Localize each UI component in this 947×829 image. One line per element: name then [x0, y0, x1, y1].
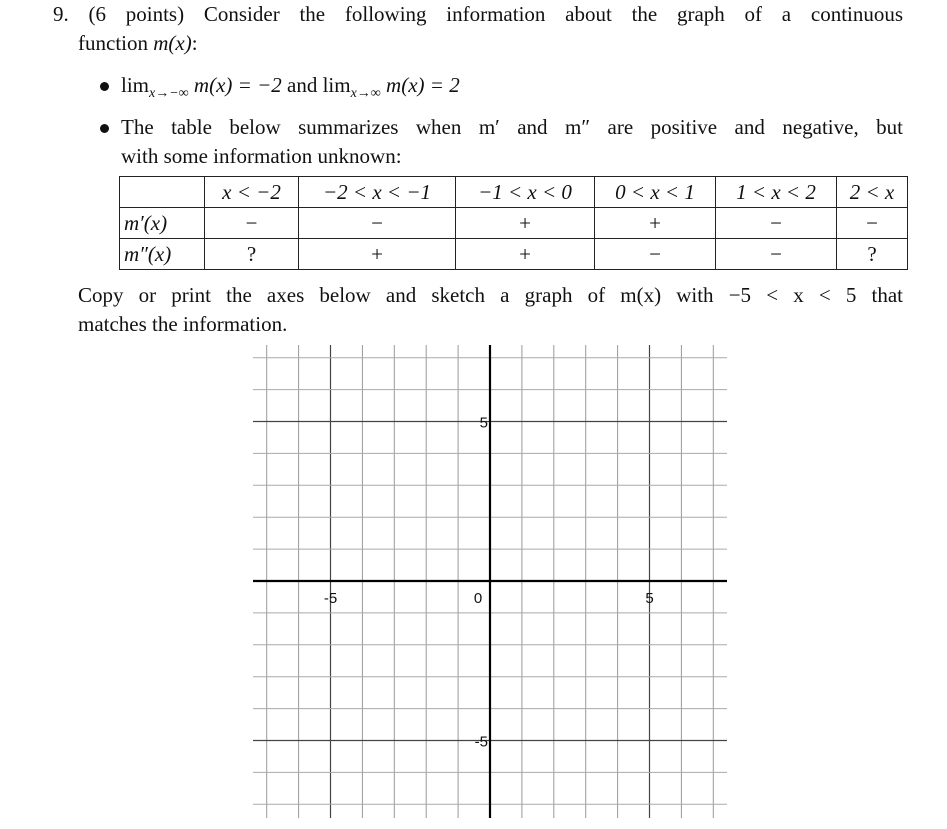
table-cell: − [299, 208, 456, 239]
question-intro-2: function [78, 31, 148, 55]
colon: : [191, 31, 198, 55]
table-cell: − [595, 239, 716, 270]
x-tick-label: 5 [645, 590, 654, 607]
and-word: and [287, 73, 318, 97]
table-header: −1 < x < 0 [456, 177, 595, 208]
table-header: 0 < x < 1 [595, 177, 716, 208]
row-label: m′(x) [120, 208, 205, 239]
lim1-word: lim [121, 73, 150, 97]
table-cell: − [205, 208, 299, 239]
question-points: (6 points) [88, 2, 185, 26]
table-cell: + [456, 239, 595, 270]
table-cell: + [299, 239, 456, 270]
table-header: 1 < x < 2 [716, 177, 837, 208]
table-cell: − [716, 239, 837, 270]
lim1-sub: x→−∞ [149, 86, 189, 101]
question-intro: Consider the following information about the graph of a continuous [203, 2, 904, 26]
lim2-expr: m(x) = 2 [386, 73, 460, 97]
table-header: −2 < x < −1 [299, 177, 456, 208]
y-tick-label: -5 [474, 733, 488, 751]
table-cell: + [456, 208, 595, 239]
table-header: x < −2 [205, 177, 299, 208]
origin-label: 0 [473, 590, 483, 607]
lim2-word: lim [322, 73, 351, 97]
table-cell: ? [205, 239, 299, 270]
instruction-line-2: matches the information. [78, 312, 288, 336]
table-cell: − [837, 208, 908, 239]
table-bullet-line-2: with some information unknown: [121, 144, 402, 168]
lim1-expr: m(x) = −2 [193, 73, 282, 97]
table-header: 2 < x [837, 177, 908, 208]
row-label: m″(x) [120, 239, 205, 270]
x-tick-label: -5 [323, 590, 338, 607]
table-cell: − [716, 208, 837, 239]
question-number: 9. [53, 2, 69, 26]
table-cell: + [595, 208, 716, 239]
y-tick-label: 5 [479, 414, 488, 432]
table-cell: ? [837, 239, 908, 270]
lim2-sub: x→∞ [350, 86, 381, 101]
function-name: m(x) [153, 31, 192, 55]
table-bullet-text: The table below summarizes when m′ and m″ are positive and negative, but [121, 115, 903, 139]
instruction-text: Copy or print the axes below and sketch a graph of m(x) with −5 < x < 5 that [78, 283, 903, 307]
